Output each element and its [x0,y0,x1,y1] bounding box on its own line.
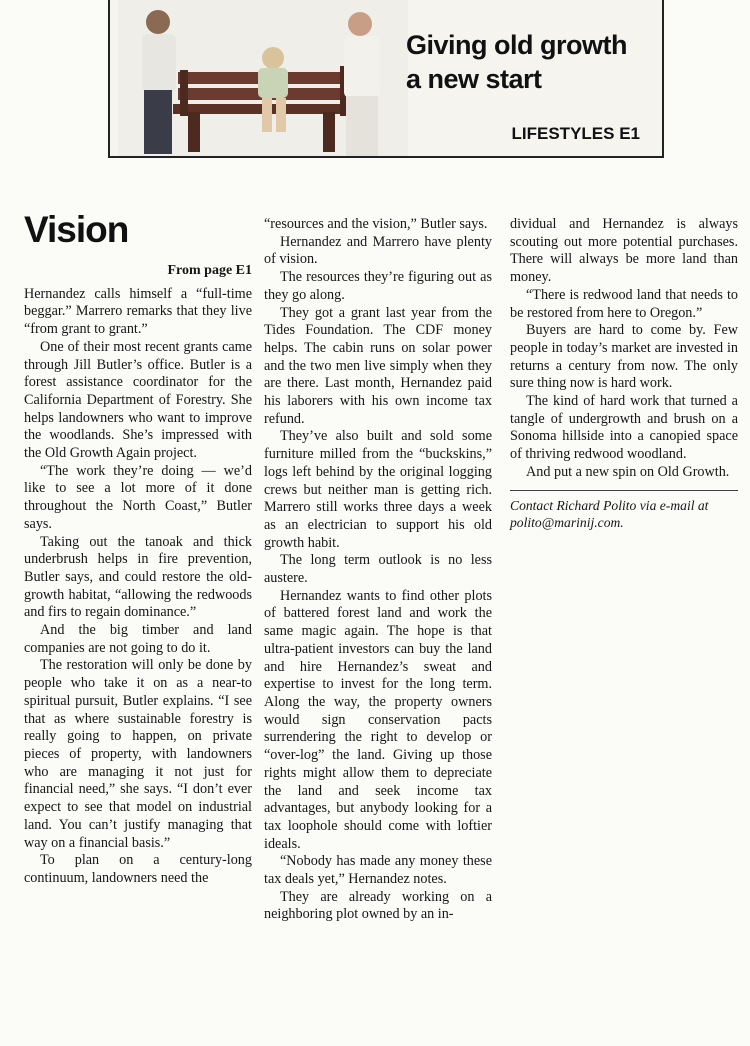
paragraph: Hernandez calls himself a “full-time beggar.” Marrero remarks that they live “from grant to grant.” [24,285,252,338]
paragraph: And put a new spin on Old Growth. [526,463,730,480]
paragraph: The resources they’re figuring out as they go along. [264,269,492,303]
article-column-1 [24,208,252,888]
paragraph: “resources and the vision,” Butler says. [264,216,488,232]
paragraph: The long term outlook is no less austere. [264,552,492,587]
promo-section-ref: LIFESTYLES E1 [511,124,640,143]
paragraph: They’ve also built and sold some furniture milled from the “buckskins,” logs left behind by the original logging crews but neither man is getting rich. Marrero still works three days a week as an electrician to support his old growth habit. [264,428,492,551]
paragraph: To plan on a century-long continuum, landowners need the [24,852,252,886]
paragraph: Taking out the tanoak and thick underbrush helps in fire prevention, Butler says, and could restore the old-growth habitat, “allowing the redwoods and firs to regain dominance.” [24,533,252,621]
article-column-2 [264,216,492,924]
promo-headline-line1: Giving old growth [406,30,627,60]
paragraph: Buyers are hard to come by. Few people in today’s market are invested in returns a century from now. The only sure thing now is hard work. [510,322,738,392]
paragraph: “The work they’re doing — we’d like to see a lot more of it done throughout the North Coast,” Butler says. [24,462,252,532]
contact-line: Contact Richard Polito via e-mail at polito@marinij.com. [510,497,709,530]
paragraph: They are already working on a neighboring plot owned by an in- [264,888,492,923]
divider [510,490,738,491]
jump-line: From page E1 [167,263,252,278]
paragraph: “There is redwood land that needs to be restored from here to Oregon.” [510,286,738,321]
promo-headline [406,28,656,96]
article-column-3 [510,216,738,531]
promo-headline-line2: a new start [406,64,542,94]
paragraph: Hernandez and Marrero have plenty of vision. [264,233,492,268]
paragraph: The kind of hard work that turned a tangle of undergrowth and brush on a Sonoma hillside into a canopied space of thriving redwood woodland. [510,393,738,463]
paragraph: “Nobody has made any money these tax deals yet,” Hernandez notes. [264,853,492,888]
paragraph: Hernandez wants to find other plots of battered forest land and work the same magic again. The hope is that ultra-patient investors can buy the land and hire Hernandez’s sweat and expertise to invest for the long term. Along the way, the property owners would sign conservation pacts surrendering the right to develop or “over-log” the land. Giving up those rights might allow them to depreciate the land and seek income tax advantages, but anybody looking for a tax loophole should come with loftier ideals. [264,587,492,852]
paragraph: The restoration will only be done by people who take it on as a near-to spiritual pursuit, Butler explains. “I see that as where sustainable forestry is really going to happen, on private pieces of property, with landowners who are managing it not just for financial need,” she says. “I don’t ever expect to see that model on industrial land. You can’t justify managing that way on a financial basis.” [24,657,252,851]
paragraph: And the big timber and land companies are not going to do it. [24,622,252,656]
paragraph: One of their most recent grants came through Jill Butler’s office. Butler is a forest assistance coordinator for the California Department of Forestry. She helps landowners who want to improve the woodlands. She’s impressed with the Old Growth Again project. [24,338,252,462]
bench-photo-illustration [118,0,408,156]
paragraph: They got a grant last year from the Tides Foundation. The CDF money helps. The cabin runs on solar power and the two men live simply when they are there. Last month, Hernandez paid his laborers with his own income tax refund. [264,304,492,427]
promo-banner [108,0,664,158]
article-headline: Vision [24,209,129,250]
paragraph: dividual and Hernandez is always scouting out more potential purchases. There will always be more land than money. [510,216,738,286]
promo-photo [118,0,408,156]
